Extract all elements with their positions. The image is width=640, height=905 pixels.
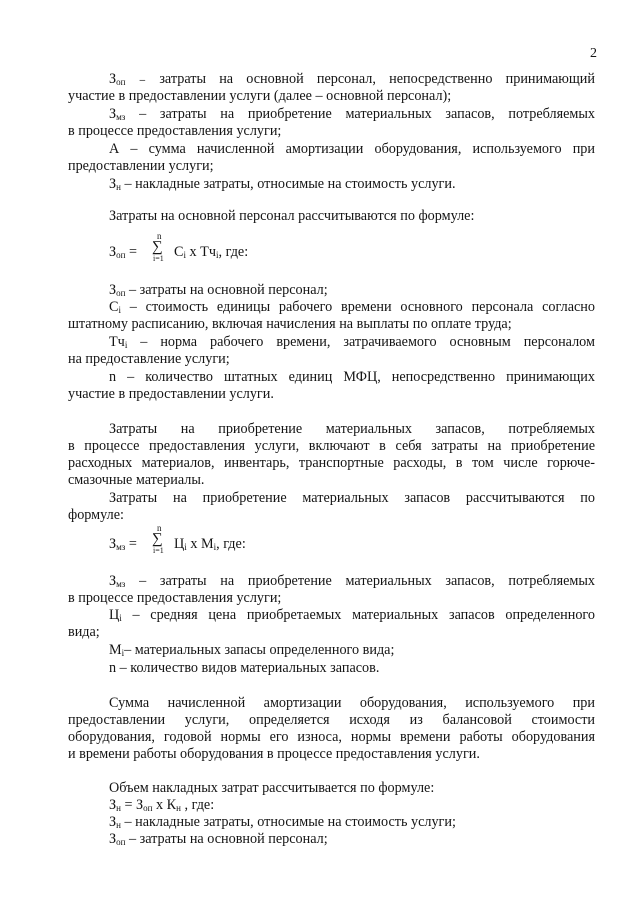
line: $М_i-$ материальных запасы определенного вида;	[109, 642, 395, 658]
line: предоставлении услуги, определяется исходя из балансовой стоимости	[68, 712, 595, 728]
line: $З_{оп}$ ₋ затраты на основной персонал, непосредственно принимающий	[109, 71, 595, 87]
line: смазочные материалы.	[68, 472, 205, 488]
line: штатному расписанию, включая начисления на выплаты по оплате труда;	[68, 316, 512, 332]
formula-zn: $З_н = З_{оп}$ x $К_н$ , где:	[109, 797, 215, 813]
page-number: 2	[590, 46, 597, 61]
line: расходных материалов, инвентарь, транспортные расходы, в том числе горюче-	[68, 455, 595, 471]
line: предоставлении услуги;	[68, 158, 214, 174]
line: и времени работы оборудования в процессе предоставления услуги.	[68, 746, 480, 762]
line: оборудования, годовой нормы его износа, нормы времени работы оборудования	[68, 729, 595, 745]
formula-zmz	[109, 524, 409, 564]
line: $Ц_i$ – средняя цена приобретаемых материальных запасов определенного	[109, 607, 595, 623]
formula-lhs: $З_{оп}$ =	[109, 244, 137, 260]
line: в процессе предоставления услуги, включают в себя затраты на приобретение	[68, 438, 595, 454]
sum-top: n	[157, 231, 162, 241]
line: $Тч_i$ – норма рабочего времени, затрачиваемого основным персоналом	[109, 334, 595, 350]
line: в процессе предоставления услуги;	[68, 590, 282, 606]
line: $З_{мз}$ – затраты на приобретение материальных запасов, потребляемых	[109, 106, 595, 122]
line: Затраты на приобретение материальных запасов, потребляемых	[109, 421, 595, 437]
sum-bottom: i=1	[153, 546, 164, 555]
line: участие в предоставлении услуги.	[68, 386, 274, 402]
line: в процессе предоставления услуги;	[68, 123, 282, 139]
formula-rhs: $C_i$ x $Тч_i$, где:	[174, 244, 249, 260]
line: Объем накладных затрат рассчитывается по формуле:	[109, 780, 435, 796]
formula-rhs: $Ц_i$ x $М_i$, где:	[174, 536, 246, 552]
line: Затраты на основной персонал рассчитываются по формуле:	[109, 208, 475, 224]
line: $З_{мз}$ – затраты на приобретение материальных запасов, потребляемых	[109, 573, 595, 589]
line: $З_н$ – накладные затраты, относимые на стоимость услуги.	[109, 176, 456, 192]
formula-zop	[109, 232, 409, 272]
line: А – сумма начисленной амортизации оборудования, используемого при	[109, 141, 595, 157]
sum-sign: ∑	[152, 531, 163, 547]
line: $З_{оп}$ – затраты на основной персонал;	[109, 282, 328, 298]
line: вида;	[68, 624, 100, 640]
sum-sign: ∑	[152, 239, 163, 255]
line: Сумма начисленной амортизации оборудования, используемого при	[109, 695, 595, 711]
line: $З_н$ – накладные затраты, относимые на стоимость услуги;	[109, 814, 456, 830]
sum-top: n	[157, 523, 162, 533]
sum-bottom: i=1	[153, 254, 164, 263]
line: $С_i$ – стоимость единицы рабочего времени основного персонала согласно	[109, 299, 595, 315]
line: на предоставление услуги;	[68, 351, 230, 367]
line: участие в предоставлении услуги (далее – основной персонал);	[68, 88, 452, 104]
line: $З_{оп}$ – затраты на основной персонал;	[109, 831, 328, 847]
line: Затраты на приобретение материальных запасов рассчитываются по	[109, 490, 595, 506]
formula-lhs: $З_{мз}$ =	[109, 536, 137, 552]
line: n – количество видов материальных запасов.	[109, 660, 380, 676]
line: формуле:	[68, 507, 124, 523]
line: n – количество штатных единиц МФЦ, непосредственно принимающих	[109, 369, 595, 385]
